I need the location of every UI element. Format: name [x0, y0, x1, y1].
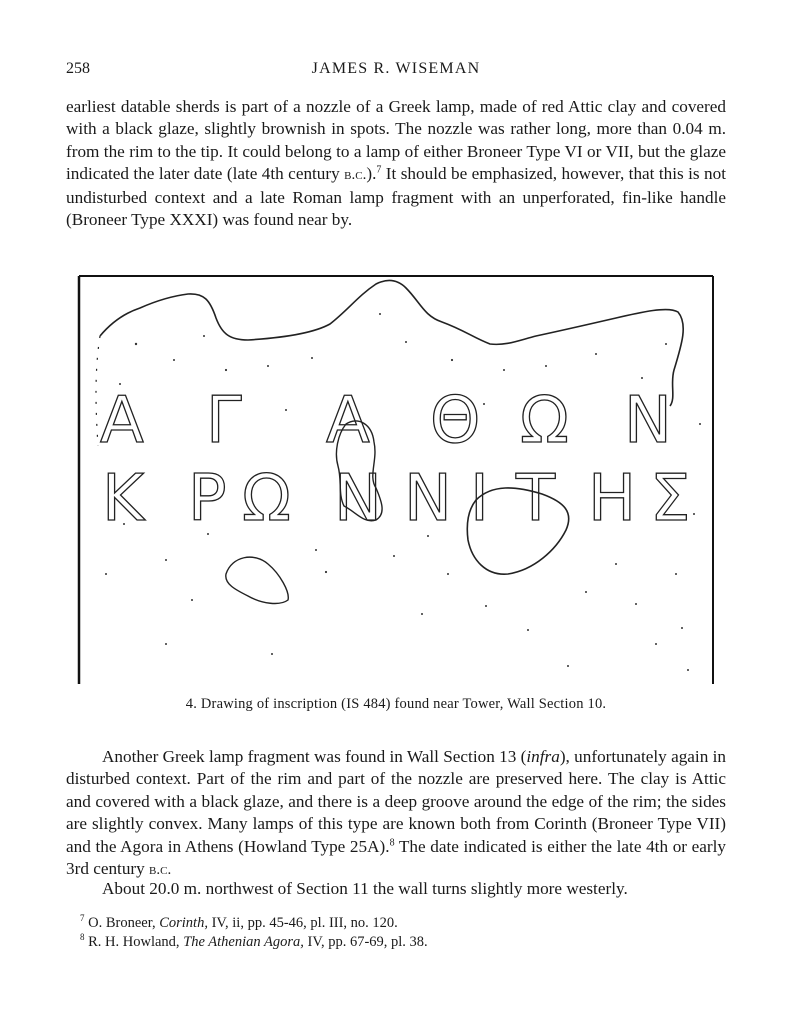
inscription-letter: Θ — [430, 384, 481, 458]
paragraph-text: Another Greek lamp fragment was found in Wall Section 13 ( — [102, 747, 527, 766]
figure-caption: 4. Drawing of inscription (IS 484) found near Tower, Wall Section 10. — [185, 696, 607, 712]
paragraph-text: earliest datable sherds is part of a nozzle of a Greek lamp, made of red Attic clay and covered with a black glaze, slightly brownish in spots. The nozzle was rather long, more than 0.04 m. from the rim to the tip. It could belong to a lamp of either Broneer Type VI or VII, but the glaze indicated the later date (late 4th century — [66, 97, 726, 184]
running-head-author: JAMES R. WISEMAN — [311, 60, 481, 77]
paragraph-second-lamp — [66, 746, 726, 881]
footnote-8 — [80, 933, 720, 952]
inscription-letter: Γ — [206, 384, 242, 458]
footnote-number: 8 — [80, 932, 85, 943]
footnote-title: The Athenian Agora, — [183, 934, 304, 950]
footnote-ref-8[interactable]: 8 — [389, 836, 395, 848]
footnote-author: O. Broneer, — [88, 915, 160, 931]
inscription-letter: Ν — [624, 384, 672, 458]
inscription-letter: Ω — [242, 462, 291, 536]
italic-infra: infra — [526, 747, 560, 766]
inscription-figure — [76, 274, 716, 686]
inscription-letter: Ν — [334, 462, 382, 536]
inscription-letter: Ι — [470, 462, 489, 536]
inscription-letter: Α — [100, 384, 144, 458]
footnotes — [80, 914, 720, 952]
inscription-letter: Ρ — [188, 462, 227, 536]
paragraph-wall-turn: About 20.0 m. northwest of Section 11 the wall turns slightly more westerly. — [102, 879, 628, 898]
inscription-letter: Ω — [520, 384, 569, 458]
footnote-title: Corinth, — [159, 915, 208, 931]
inscription-letter: Ν — [404, 462, 452, 536]
page-number: 258 — [66, 60, 90, 77]
era-abbrev: b.c. — [344, 167, 367, 184]
inscription-letter: Α — [326, 384, 370, 458]
era-abbrev: b.c. — [149, 862, 172, 879]
inscription-letter: Σ — [650, 462, 691, 536]
inscription-drawing — [76, 274, 716, 686]
paragraph-text: ). — [366, 164, 377, 184]
stone-fragment — [226, 557, 288, 603]
inscription-letter: Κ — [102, 462, 144, 536]
footnote-number: 7 — [80, 913, 85, 924]
stone-outline — [100, 281, 683, 406]
footnote-ref-7[interactable]: 7 — [376, 164, 382, 176]
footnote-7 — [80, 914, 720, 933]
footnote-citation: IV, ii, pp. 45-46, pl. III, no. 120. — [207, 915, 398, 931]
footnote-author: R. H. Howland, — [88, 934, 184, 950]
paragraph-text: ), unfortunately again in disturbed context. Part of the rim and part of the nozzle are preserved here. The clay is Attic and covered with a black glaze, and there is a deep groove around the edge of the rim; the sides are slightly convex. Many lamps of this type are known both from Corinth (Broneer Type VII) and the Agora in Athens (Howland Type 25A). — [66, 747, 726, 856]
inscription-letters — [100, 384, 690, 536]
paragraph-text: It should be emphasized, however, that this is not undisturbed context and a late Roman lamp fragment with an unperforated, fin-like handle (Broneer Type XXXI) was found near by. — [66, 164, 726, 230]
paragraph-text: The date indicated is either the late 4th or early 3rd century — [66, 836, 726, 879]
footnote-citation: IV, pp. 67-69, pl. 38. — [303, 934, 428, 950]
running-header — [66, 60, 726, 84]
inscription-letter: Η — [588, 462, 637, 536]
paragraph-lamp-nozzle — [66, 96, 726, 231]
inscription-letter: Τ — [516, 462, 556, 536]
